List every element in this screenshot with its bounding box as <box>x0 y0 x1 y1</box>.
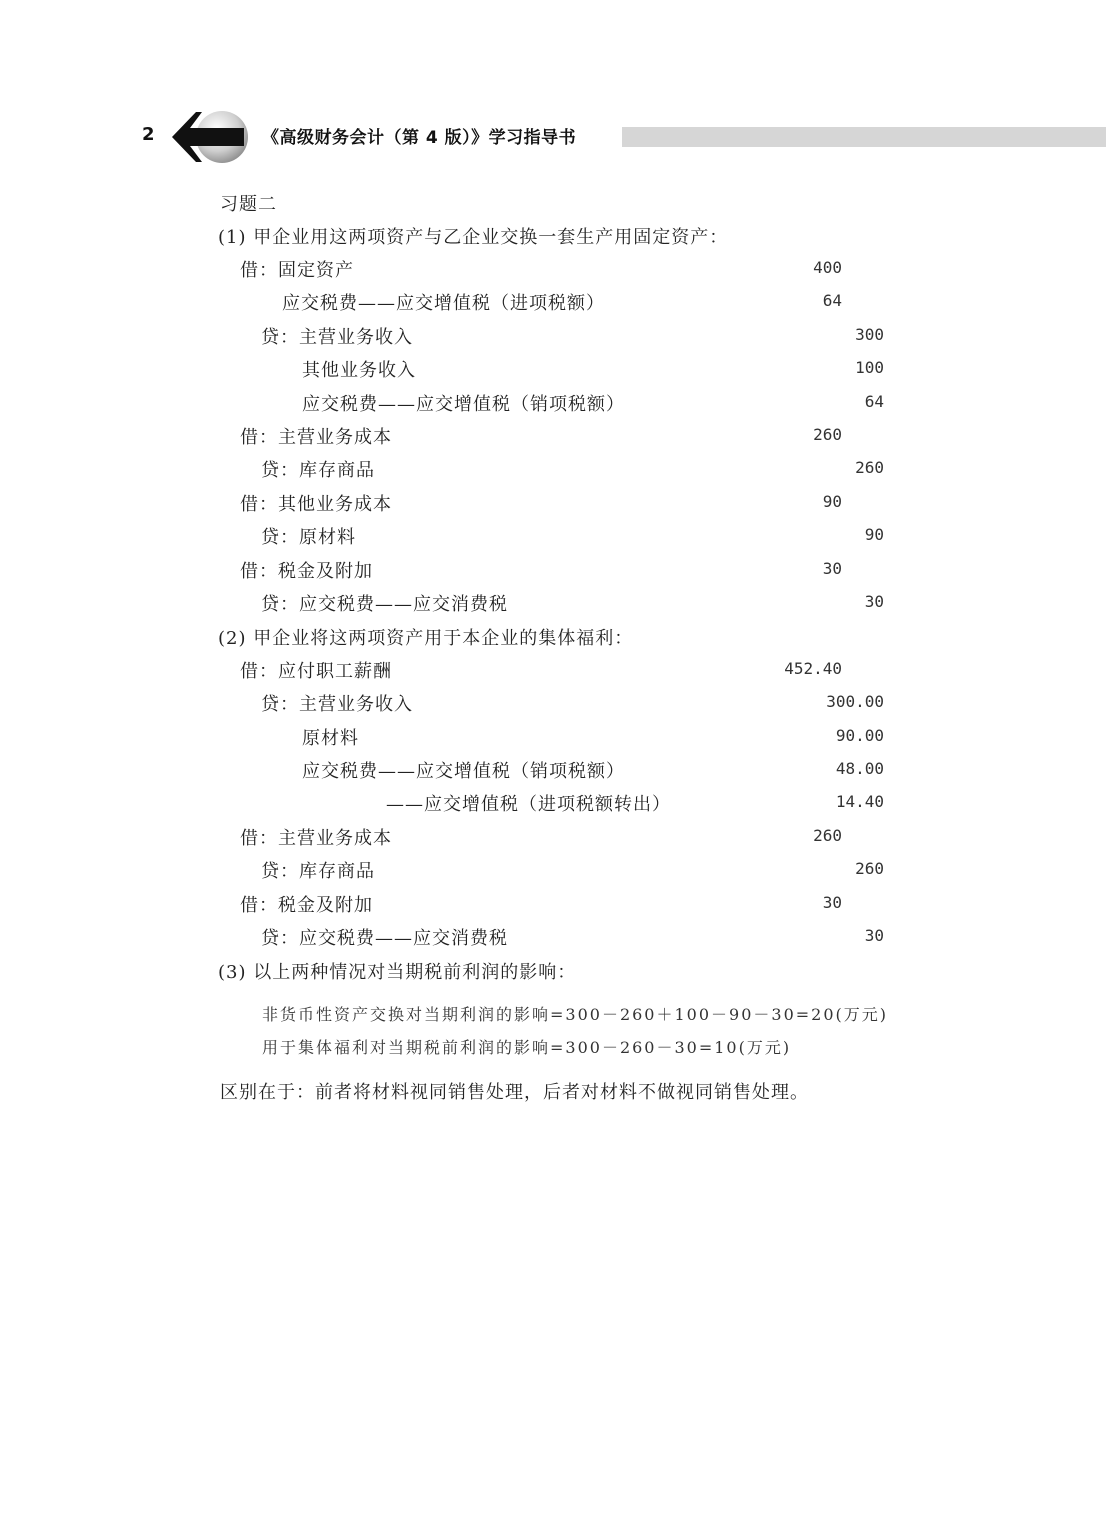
entry-text: 应交税费——应交增值税（销项税额） <box>302 761 625 782</box>
entry-amount: 400 <box>813 258 842 277</box>
entry-text: 贷：应交税费——应交消费税 <box>261 928 508 949</box>
book-title: 《高级财务会计（第 4 版）》学习指导书 <box>262 128 577 148</box>
entry-amount: 260 <box>813 826 842 845</box>
entry-amount: 90 <box>864 525 884 544</box>
entry-amount: 90 <box>822 492 842 511</box>
entry-amount: 90.00 <box>835 726 884 745</box>
entry-amount: 30 <box>864 592 884 611</box>
entry-amount: 260 <box>855 458 884 477</box>
entry-text: 借：主营业务成本 <box>240 828 392 849</box>
entry-text: 贷：主营业务收入 <box>261 694 413 715</box>
entry-amount: 260 <box>813 425 842 444</box>
entry-amount: 260 <box>855 859 884 878</box>
entry-amount: 64 <box>822 291 842 310</box>
entry-amount: 64 <box>864 392 884 411</box>
entry-text: 贷：库存商品 <box>261 861 375 882</box>
entry-text: 贷：库存商品 <box>261 460 375 481</box>
entry-amount: 452.40 <box>784 659 842 678</box>
section-title: 习题二 <box>220 194 277 215</box>
entry-amount: 300 <box>855 325 884 344</box>
formula-exchange: 非货币性资产交换对当期利润的影响=300－260＋100－90－30=20(万元) <box>262 1005 888 1024</box>
page-header <box>0 104 1106 168</box>
entry-text: 借：税金及附加 <box>240 561 373 582</box>
left-arrow-icon <box>170 108 250 166</box>
formula-welfare: 用于集体福利对当期税前利润的影响=300－260－30=10(万元) <box>262 1038 792 1057</box>
part1-heading: (1) 甲企业用这两项资产与乙企业交换一套生产用固定资产： <box>218 227 729 248</box>
entry-text: 借：应付职工薪酬 <box>240 661 392 682</box>
entry-text: 贷：应交税费——应交消费税 <box>261 594 508 615</box>
entry-text: 借：固定资产 <box>240 260 354 281</box>
entry-amount: 48.00 <box>835 759 884 778</box>
entry-amount: 100 <box>855 358 884 377</box>
entry-amount: 30 <box>822 559 842 578</box>
entry-amount: 30 <box>864 926 884 945</box>
entry-text: 其他业务收入 <box>302 360 416 381</box>
part2-heading: (2) 甲企业将这两项资产用于本企业的集体福利： <box>218 628 634 649</box>
header-bar <box>622 127 1106 147</box>
entry-amount: 14.40 <box>835 792 884 811</box>
page-number: 2 <box>142 124 155 145</box>
entry-amount: 300.00 <box>826 692 884 711</box>
conclusion-text: 区别在于：前者将材料视同销售处理，后者对材料不做视同销售处理。 <box>220 1082 809 1103</box>
entry-text: 原材料 <box>302 728 359 749</box>
entry-text: 应交税费——应交增值税（进项税额） <box>282 293 605 314</box>
entry-amount: 30 <box>822 893 842 912</box>
entry-text: 贷：原材料 <box>261 527 356 548</box>
entry-text: 借：其他业务成本 <box>240 494 392 515</box>
entry-text: 借：税金及附加 <box>240 895 373 916</box>
entry-text: ——应交增值税（进项税额转出） <box>386 794 671 815</box>
entry-text: 贷：主营业务收入 <box>261 327 413 348</box>
part3-heading: (3) 以上两种情况对当期税前利润的影响： <box>218 962 577 983</box>
entry-text: 借：主营业务成本 <box>240 427 392 448</box>
entry-text: 应交税费——应交增值税（销项税额） <box>302 394 625 415</box>
